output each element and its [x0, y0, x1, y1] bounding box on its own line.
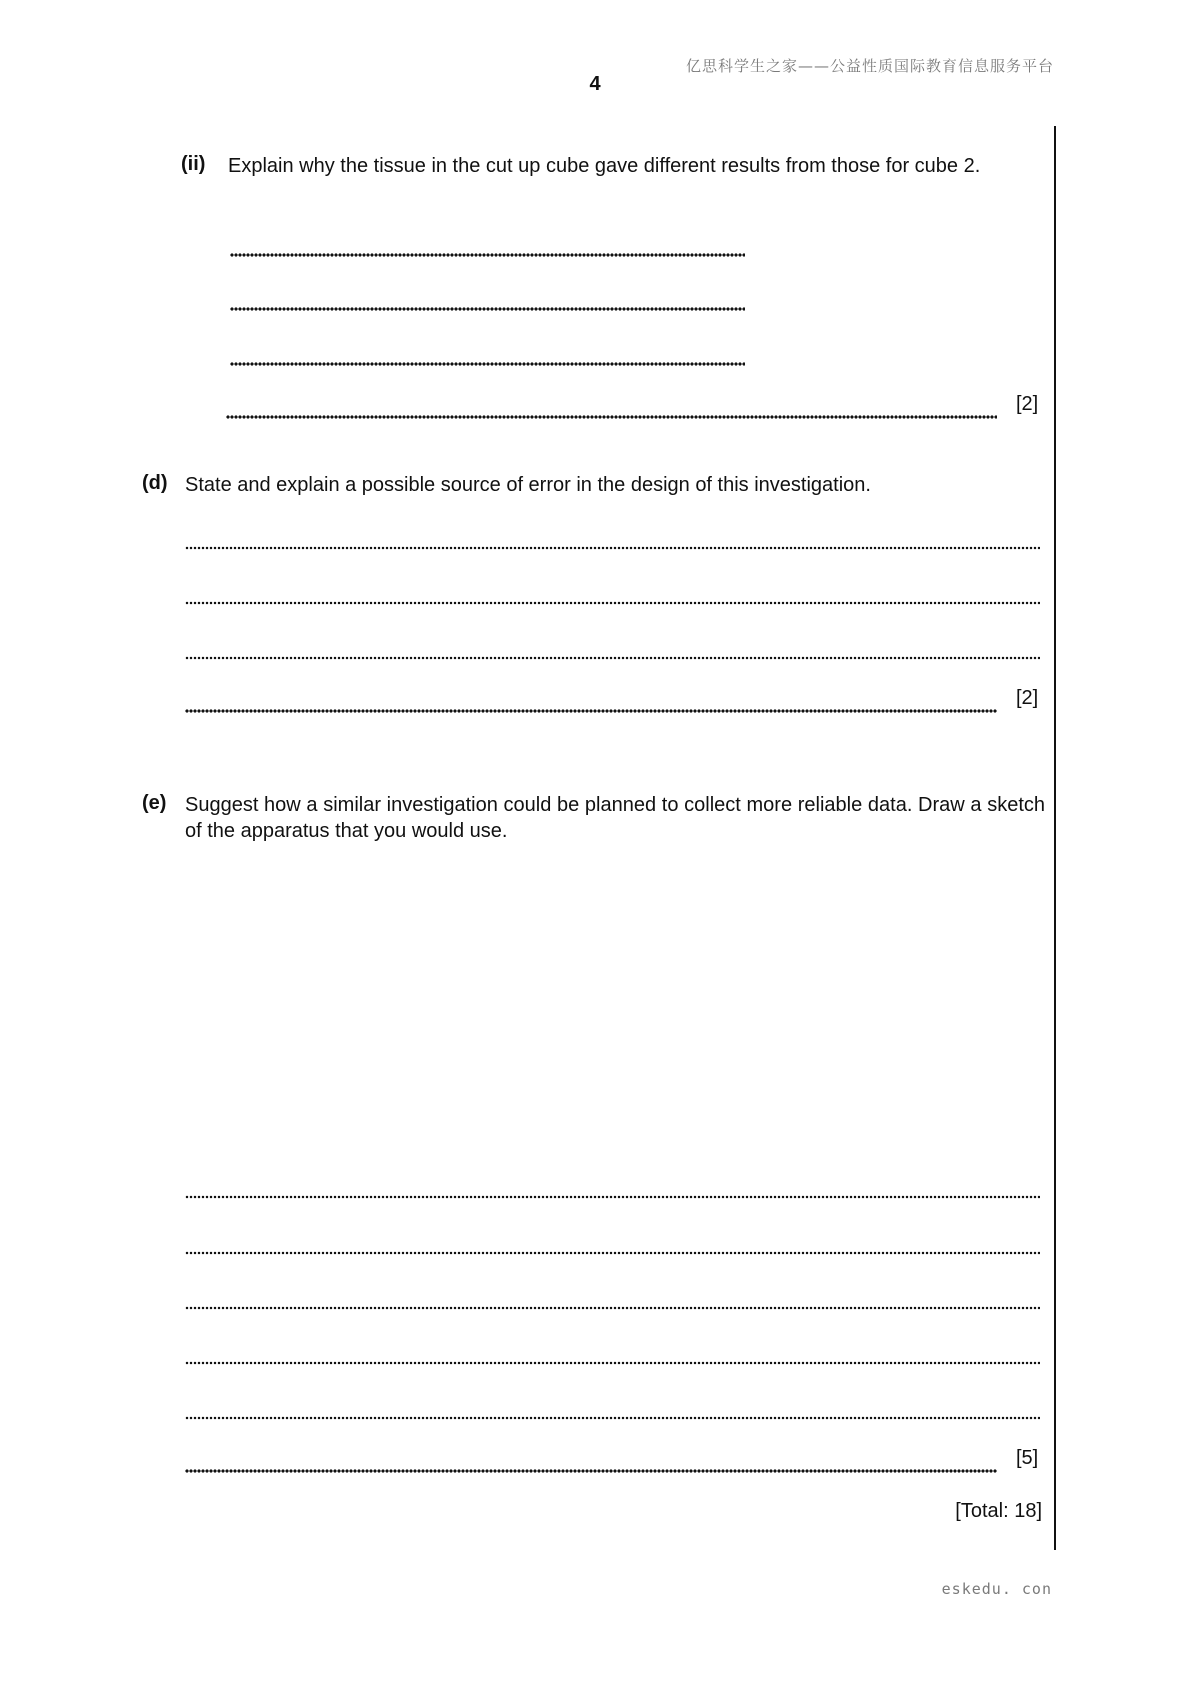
part-e-question: Suggest how a similar investigation could be planned to collect more reliable data. Draw a sketch of the apparatus that you would use.: [185, 794, 1045, 842]
answer-line[interactable]: [185, 1195, 1040, 1199]
answer-line[interactable]: [230, 307, 745, 311]
part-ii-question: Explain why the tissue in the cut up cube gave different results from those for cube 2.: [228, 155, 981, 177]
marks-e: [5]: [1016, 1447, 1039, 1469]
marks-d: [2]: [1016, 687, 1039, 709]
answer-line[interactable]: [185, 1306, 1040, 1310]
answer-line[interactable]: [185, 601, 1040, 605]
answer-line[interactable]: [185, 656, 1040, 660]
answer-line[interactable]: [185, 1251, 1040, 1255]
answer-line[interactable]: [230, 253, 745, 257]
footer-site: eskedu. con: [941, 1580, 1052, 1598]
part-d-question: State and explain a possible source of error in the design of this investigation.: [185, 474, 871, 496]
answer-line[interactable]: [226, 415, 997, 419]
part-ii-label: (ii): [181, 153, 206, 175]
sketch-area[interactable]: [185, 860, 1045, 1170]
answer-line[interactable]: [230, 362, 745, 366]
answer-line[interactable]: [185, 709, 997, 713]
answer-line[interactable]: [185, 546, 1040, 550]
answer-line[interactable]: [185, 1416, 1040, 1420]
answer-line[interactable]: [185, 1469, 997, 1473]
header-site-name: 亿思科学生之家——公益性质国际教育信息服务平台: [685, 57, 1054, 75]
total-marks: [Total: 18]: [955, 1500, 1042, 1522]
marks-ii: [2]: [1016, 393, 1039, 415]
part-d-label: (d): [142, 472, 168, 494]
part-e-label: (e): [142, 792, 167, 814]
margin-line: [1054, 126, 1056, 1550]
answer-line[interactable]: [185, 1361, 1040, 1365]
page-number: 4: [589, 73, 601, 95]
